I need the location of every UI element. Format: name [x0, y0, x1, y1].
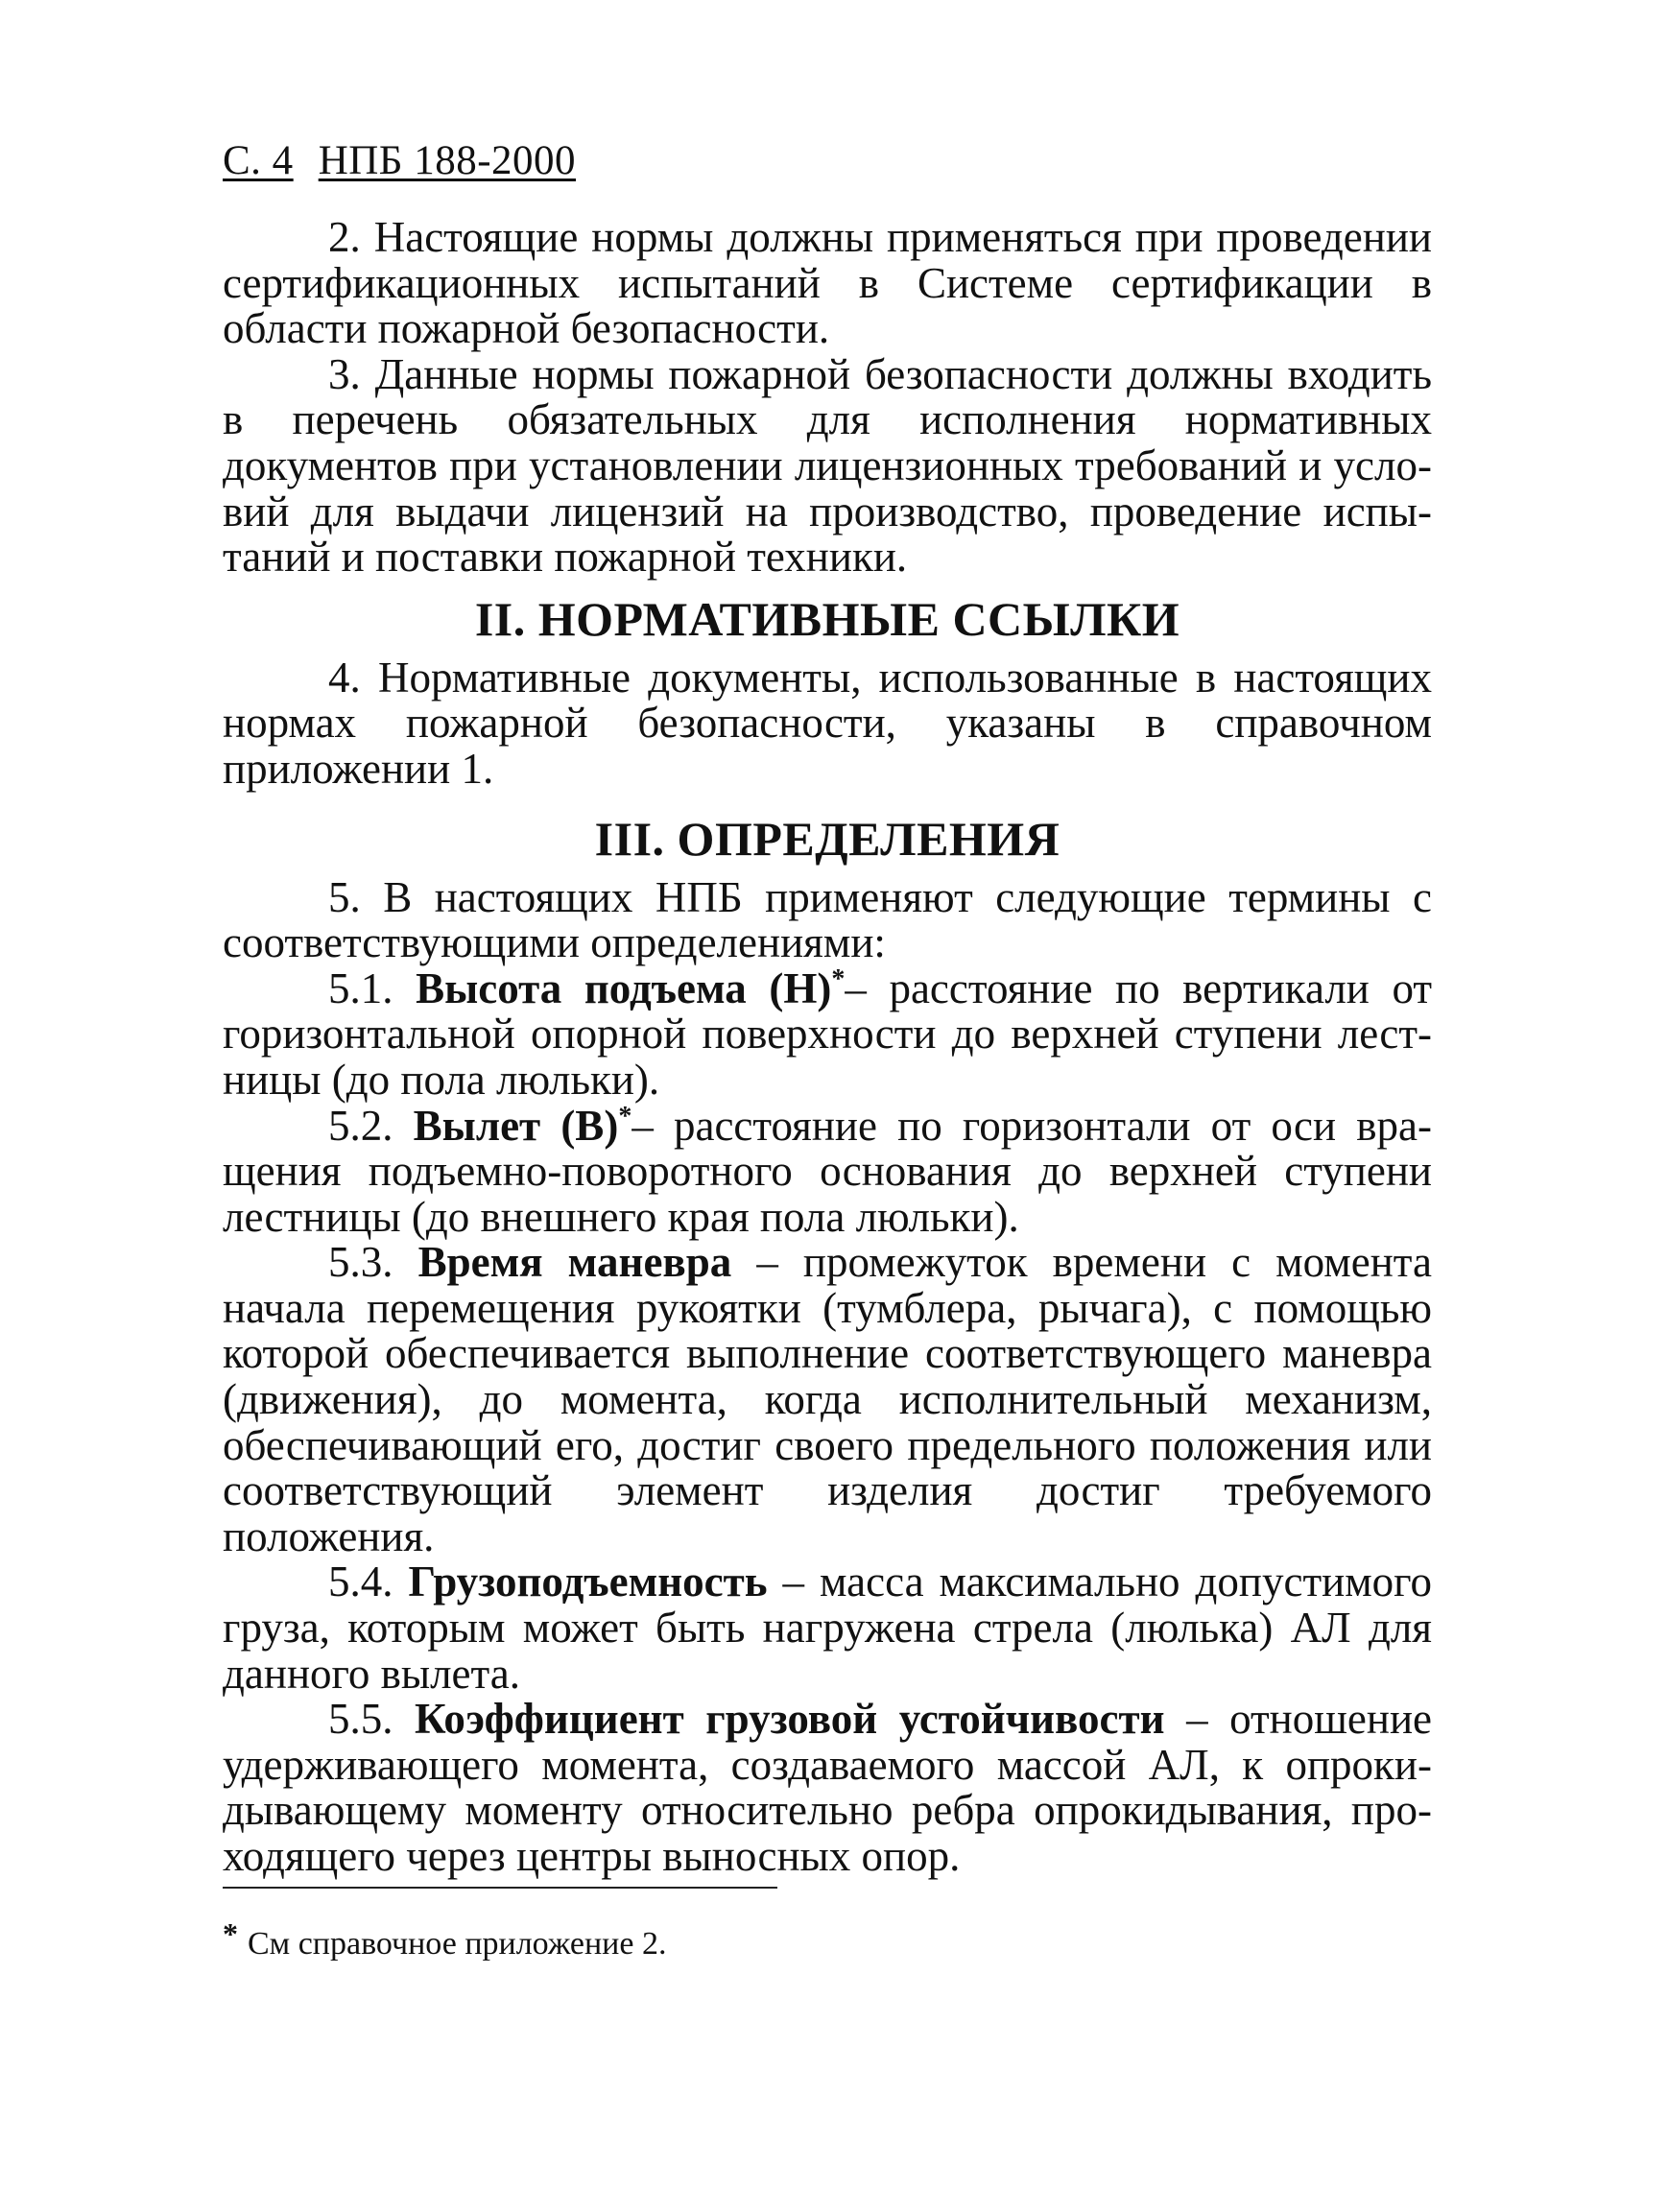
footnote-marker: *: [618, 1101, 632, 1131]
definition-term: Грузоподъемность: [408, 1558, 768, 1606]
definition-term: Время маневра: [417, 1238, 732, 1287]
definition-dash: –: [1186, 1695, 1208, 1744]
definition-number: 5.2.: [328, 1101, 393, 1150]
footnote: [223, 1916, 667, 1963]
definition-number: 5.5.: [328, 1695, 393, 1744]
paragraph-5: 5. В настоящих НПБ применяют следующие термины с соответствующими определениями:: [223, 872, 1432, 967]
definition-term: Коэффициент грузовой устойчивости: [415, 1695, 1165, 1744]
page-number: С. 4: [223, 138, 294, 183]
section-title-references: II. НОРМАТИВНЫЕ ССЫЛКИ: [474, 591, 1180, 646]
document-page: [223, 0, 1432, 2212]
definition-5-5: [223, 1697, 1432, 1879]
footnote-asterisk: *: [223, 1916, 238, 1951]
definition-dash: –: [756, 1238, 778, 1287]
paragraph-3: 3. Данные нормы пожарной безопасности должны входить в перечень обязательных для исполнения нормативных документов при установлении лицензионных требований и условий для выдачи лицензий на производство, проведение испытаний и поставки пожарной техники.: [223, 349, 1432, 582]
definition-number: 5.1.: [328, 963, 393, 1012]
definition-dash: –: [845, 963, 867, 1012]
definition-5-2: [223, 1101, 1432, 1241]
definition-text: расстояние по горизонтали от оси вращения подъемно-поворотного основания до верхней ступени лестницы (до внешнего края пола люльки).: [223, 1101, 1432, 1241]
definition-5-1: [223, 963, 1433, 1104]
footnote-marker: *: [831, 963, 846, 994]
definition-text: масса максимально допустимого груза, которым может быть нагружена стрела (люлька) АЛ для данного вылета.: [223, 1558, 1433, 1698]
document-code: НПБ 188-2000: [318, 138, 577, 183]
definition-term: Высота подъема (Н): [416, 963, 832, 1012]
definition-dash: –: [782, 1558, 805, 1606]
paragraph-4: 4. Нормативные документы, использованные в настоящих нормах пожарной безопасности, указаны в справочном приложении 1.: [223, 653, 1432, 793]
definition-term: Вылет (В): [413, 1101, 619, 1150]
definition-number: 5.4.: [328, 1558, 393, 1606]
section-title-definitions: III. ОПРЕДЕЛЕНИЯ: [594, 811, 1060, 866]
footnote-text: См справочное приложение 2.: [248, 1926, 667, 1962]
definition-text: расстояние по вертикали от горизонтальной опорной поверхности до верхней ступени лестницы (до пола люльки).: [223, 963, 1433, 1104]
definition-text: промежуток времени с момента начала перемещения рукоятки (тумблера, рычага), с помощью которой обеспечивается выполнение соответствующего маневра (движения), до момента, когда исполнительный механизм, обеспечивающий его, достиг своего предельного положения или соответствующий элемент изделия достиг требуемого положения.: [223, 1238, 1432, 1560]
definition-5-3: [223, 1240, 1432, 1559]
running-header: [223, 140, 576, 181]
paragraph-2: 2. Настоящие нормы должны применяться при проведении сертификационных испытаний в Системе сертификации в области пожарной безопасности.: [223, 213, 1432, 353]
page-body: [223, 215, 1432, 1880]
definition-text: отношение удерживающего момента, создаваемого массой АЛ, к опрокидывающему моменту относительно ребра опрокидывания, проходящего через центры выносных опор.: [223, 1695, 1432, 1880]
definition-5-4: [223, 1559, 1432, 1697]
definition-number: 5.3.: [328, 1238, 393, 1287]
definition-dash: –: [631, 1101, 654, 1150]
footnote-divider: [223, 1887, 777, 1889]
